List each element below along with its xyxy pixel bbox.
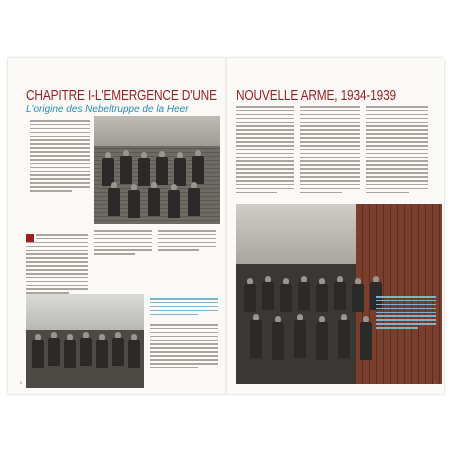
soldier-figure [280, 278, 292, 312]
soldier-figure [112, 332, 124, 366]
soldier-figure [138, 152, 150, 186]
soldier-figure [272, 316, 284, 360]
soldier-figure [192, 150, 204, 184]
photo-caption-left [150, 298, 218, 317]
soldier-figure [294, 314, 306, 358]
soldier-figure [334, 276, 346, 310]
soldier-figure [96, 334, 108, 368]
right-page [226, 58, 444, 394]
soldier-figure [102, 152, 114, 186]
soldier-figure [298, 276, 310, 310]
soldier-figure [316, 316, 328, 360]
right-body-column-2 [300, 106, 360, 195]
soldier-figure [120, 150, 132, 184]
soldiers-large-photo [236, 204, 442, 384]
soldier-figure [148, 182, 160, 216]
body-text-column-1 [26, 234, 88, 296]
body-text-column-3 [158, 230, 216, 253]
soldier-figure [250, 314, 262, 358]
soldier-figure [156, 151, 168, 185]
body-text-column-4 [150, 324, 218, 371]
soldier-figure [168, 184, 180, 218]
page-number-right: 7 [434, 380, 437, 385]
soldier-figure [174, 152, 186, 186]
soldiers-group-photo-top [94, 116, 220, 224]
soldiers-group-photo-bottom [26, 294, 144, 388]
soldier-figure [244, 278, 256, 312]
soldier-figure [338, 314, 350, 358]
soldier-figure [360, 316, 372, 360]
right-body-column-1 [236, 106, 294, 195]
page-number-left: 6 [20, 380, 23, 385]
soldier-figure [80, 332, 92, 366]
chapter-title: CHAPITRE I-L'EMERGENCE D'UNE [26, 88, 217, 104]
soldier-figure [188, 182, 200, 216]
soldier-figure [32, 334, 44, 368]
chapter-title-continued: NOUVELLE ARME, 1934-1939 [236, 88, 396, 104]
photo-caption-right [376, 296, 436, 331]
book-spread [8, 58, 444, 394]
left-page [8, 58, 226, 394]
soldier-figure [64, 334, 76, 368]
soldier-figure [48, 332, 60, 366]
soldier-figure [262, 276, 274, 310]
soldier-figure [108, 182, 120, 216]
body-text-column-2 [94, 230, 152, 257]
intro-text-block [30, 120, 90, 194]
soldier-figure [352, 278, 364, 312]
right-body-column-3 [366, 106, 428, 195]
soldier-figure [128, 184, 140, 218]
chapter-subtitle: L'origine des Nebeltruppe de la Heer [26, 104, 189, 115]
soldier-figure [128, 334, 140, 368]
soldier-figure [316, 278, 328, 312]
